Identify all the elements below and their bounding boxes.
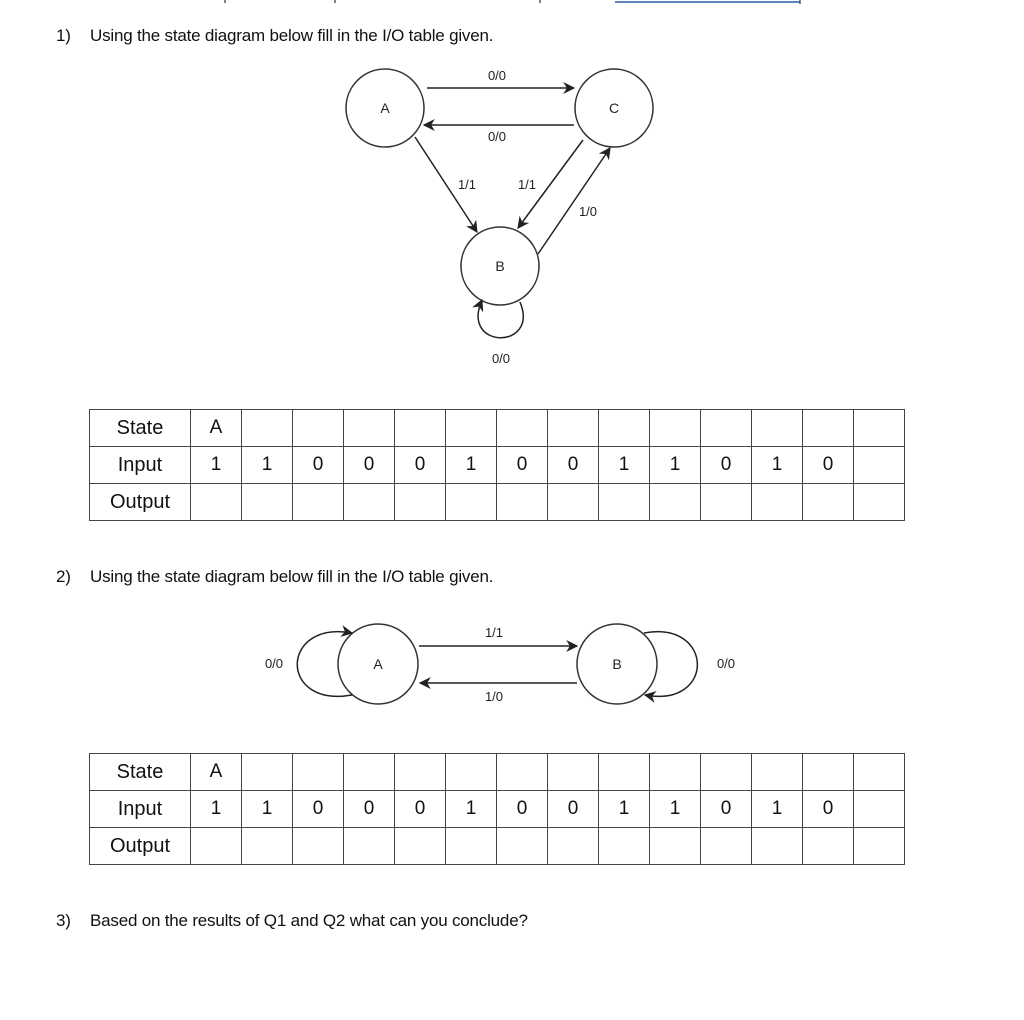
row-label-input: Input xyxy=(90,791,191,828)
row-label-output: Output xyxy=(90,828,191,865)
state-diagram-2 xyxy=(0,600,1024,720)
state-cell[interactable] xyxy=(803,754,854,791)
output-cell[interactable] xyxy=(752,484,803,521)
state-cell[interactable] xyxy=(497,410,548,447)
input-cell: 1 xyxy=(446,791,497,828)
state-cell[interactable] xyxy=(650,754,701,791)
state-cell[interactable] xyxy=(344,410,395,447)
state-cell[interactable] xyxy=(650,410,701,447)
state-cell[interactable] xyxy=(242,754,293,791)
state-row xyxy=(90,754,905,791)
label-a-to-b: 1/1 xyxy=(457,177,477,192)
input-cell: 0 xyxy=(395,791,446,828)
output-cell[interactable] xyxy=(446,484,497,521)
output-cell[interactable] xyxy=(242,828,293,865)
state-cell[interactable] xyxy=(854,754,905,791)
state-cell[interactable] xyxy=(344,754,395,791)
state-cell[interactable] xyxy=(599,410,650,447)
output-cell[interactable] xyxy=(293,484,344,521)
output-cell[interactable] xyxy=(599,484,650,521)
input-cell: 0 xyxy=(803,791,854,828)
state-cell[interactable] xyxy=(752,410,803,447)
output-cell[interactable] xyxy=(293,828,344,865)
output-cell[interactable] xyxy=(497,484,548,521)
input-cell: 0 xyxy=(701,447,752,484)
output-cell[interactable] xyxy=(344,828,395,865)
input-row xyxy=(90,447,905,484)
state-cell[interactable] xyxy=(752,754,803,791)
output-cell[interactable] xyxy=(497,828,548,865)
state-cell[interactable] xyxy=(293,754,344,791)
question-3 xyxy=(56,911,528,931)
question-3-text: Based on the results of Q1 and Q2 what can you conclude? xyxy=(90,911,528,930)
output-cell[interactable] xyxy=(344,484,395,521)
input-cell: 1 xyxy=(191,447,242,484)
label-c-to-a: 0/0 xyxy=(487,129,507,144)
state-cell[interactable] xyxy=(293,410,344,447)
output-cell[interactable] xyxy=(446,828,497,865)
state-cell[interactable] xyxy=(395,410,446,447)
input-cell: 1 xyxy=(191,791,242,828)
input-cell xyxy=(854,447,905,484)
label-a-to-b: 1/1 xyxy=(484,625,504,640)
input-cell: 1 xyxy=(650,791,701,828)
input-cell: 1 xyxy=(752,791,803,828)
state-cell[interactable] xyxy=(854,410,905,447)
input-cell: 0 xyxy=(701,791,752,828)
state-cell[interactable] xyxy=(599,754,650,791)
output-cell[interactable] xyxy=(548,828,599,865)
state-cell[interactable] xyxy=(548,754,599,791)
input-cell: 0 xyxy=(293,791,344,828)
output-cell[interactable] xyxy=(701,828,752,865)
io-table-1 xyxy=(89,409,905,521)
state-a-label: A xyxy=(373,656,383,672)
output-cell[interactable] xyxy=(395,484,446,521)
question-1-number: 1) xyxy=(56,26,71,45)
label-a-to-c: 0/0 xyxy=(487,68,507,83)
output-cell[interactable] xyxy=(752,828,803,865)
output-row xyxy=(90,828,905,865)
state-c-label: C xyxy=(608,100,620,116)
output-cell[interactable] xyxy=(242,484,293,521)
state-cell[interactable] xyxy=(446,754,497,791)
transition-c-to-b xyxy=(538,148,610,254)
output-cell[interactable] xyxy=(548,484,599,521)
state-cell[interactable] xyxy=(395,754,446,791)
input-row xyxy=(90,791,905,828)
output-cell[interactable] xyxy=(701,484,752,521)
output-cell[interactable] xyxy=(395,828,446,865)
output-cell[interactable] xyxy=(191,828,242,865)
label-c-to-b: 1/0 xyxy=(578,204,598,219)
label-b-self: 0/0 xyxy=(491,351,511,366)
input-cell: 0 xyxy=(497,791,548,828)
row-label-state: State xyxy=(90,754,191,791)
input-cell: 1 xyxy=(242,447,293,484)
input-cell: 0 xyxy=(803,447,854,484)
input-cell: 0 xyxy=(497,447,548,484)
output-cell[interactable] xyxy=(854,484,905,521)
label-a-self: 0/0 xyxy=(264,656,284,671)
state-cell[interactable] xyxy=(803,410,854,447)
state-cell[interactable] xyxy=(701,754,752,791)
row-label-state: State xyxy=(90,410,191,447)
input-cell: 0 xyxy=(344,791,395,828)
input-cell: 1 xyxy=(242,791,293,828)
output-cell[interactable] xyxy=(599,828,650,865)
input-cell xyxy=(854,791,905,828)
input-cell: 1 xyxy=(650,447,701,484)
input-cell: 1 xyxy=(752,447,803,484)
question-1-text: Using the state diagram below fill in the I/O table given. xyxy=(90,26,494,45)
io-table-2 xyxy=(89,753,905,865)
state-cell[interactable] xyxy=(701,410,752,447)
output-cell[interactable] xyxy=(650,484,701,521)
input-cell: 1 xyxy=(599,791,650,828)
state-row xyxy=(90,410,905,447)
input-cell: 1 xyxy=(446,447,497,484)
question-2-text: Using the state diagram below fill in the I/O table given. xyxy=(90,567,494,586)
state-b-label: B xyxy=(612,656,622,672)
state-cell[interactable] xyxy=(548,410,599,447)
label-b-to-c: 1/1 xyxy=(517,177,537,192)
state-cell[interactable]: A xyxy=(191,410,242,447)
output-cell[interactable] xyxy=(803,828,854,865)
input-cell: 0 xyxy=(548,447,599,484)
state-diagram-1 xyxy=(0,0,1024,380)
input-cell: 0 xyxy=(548,791,599,828)
row-label-input: Input xyxy=(90,447,191,484)
label-b-to-a: 1/0 xyxy=(484,689,504,704)
output-cell[interactable] xyxy=(854,828,905,865)
state-cell[interactable] xyxy=(446,410,497,447)
output-row xyxy=(90,484,905,521)
input-cell: 0 xyxy=(395,447,446,484)
state-cell[interactable] xyxy=(242,410,293,447)
output-cell[interactable] xyxy=(191,484,242,521)
state-a-label: A xyxy=(380,100,390,116)
output-cell[interactable] xyxy=(650,828,701,865)
state-cell[interactable]: A xyxy=(191,754,242,791)
output-cell[interactable] xyxy=(803,484,854,521)
question-3-number: 3) xyxy=(56,911,71,930)
label-b-self: 0/0 xyxy=(716,656,736,671)
state-b-label: B xyxy=(495,258,505,274)
input-cell: 1 xyxy=(599,447,650,484)
question-2-number: 2) xyxy=(56,567,71,586)
row-label-output: Output xyxy=(90,484,191,521)
input-cell: 0 xyxy=(293,447,344,484)
state-cell[interactable] xyxy=(497,754,548,791)
input-cell: 0 xyxy=(344,447,395,484)
question-2 xyxy=(56,567,493,587)
